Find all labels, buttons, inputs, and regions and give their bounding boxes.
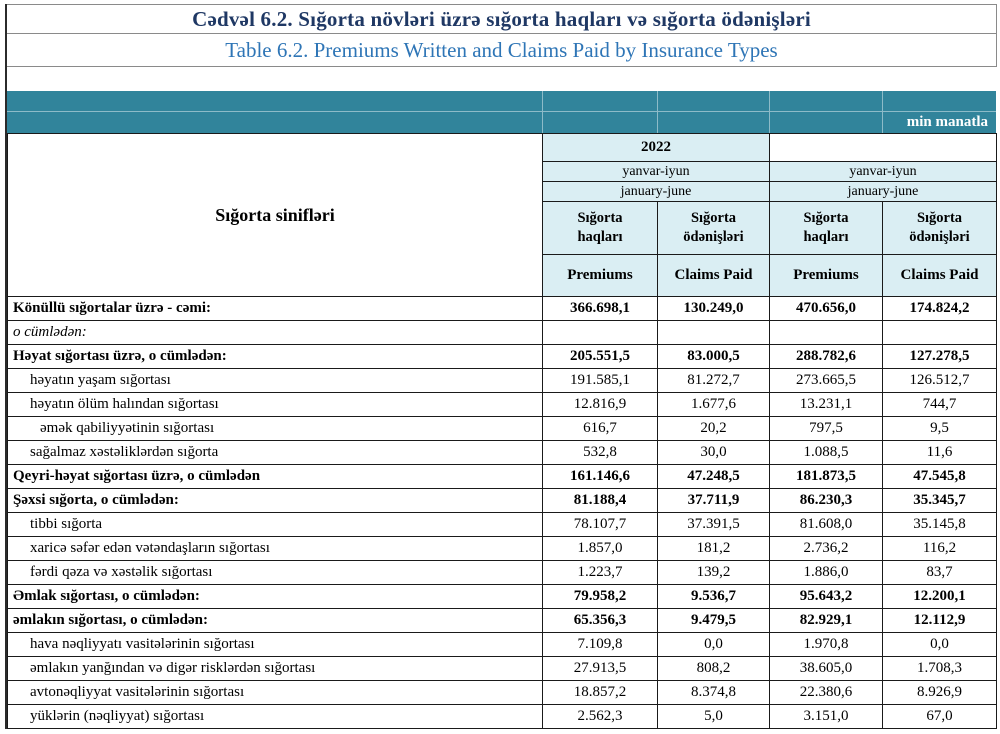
table-row <box>8 297 997 321</box>
row-label: Şəxsi sığorta, o cümlədən: <box>8 489 543 513</box>
row-value: 35.345,7 <box>883 489 997 513</box>
row-label: əmək qabiliyyətinin sığortası <box>8 417 543 441</box>
table-row <box>8 489 997 513</box>
teal-band-row <box>7 91 996 112</box>
table-row <box>8 537 997 561</box>
row-label: sağalmaz xəstəliklərdən sığorta <box>8 441 543 465</box>
row-label: həyatın yaşam sığortası <box>8 369 543 393</box>
row-value: 37.711,9 <box>658 489 770 513</box>
column-header-claims-az-left: Sığorta ödənişləri <box>658 202 770 255</box>
row-value: 5,0 <box>658 705 770 729</box>
row-value: 67,0 <box>883 705 997 729</box>
row-value: 79.958,2 <box>543 585 658 609</box>
row-label: hava nəqliyyatı vasitələrinin sığortası <box>8 633 543 657</box>
table-row <box>8 633 997 657</box>
band-cell <box>882 91 996 112</box>
period-en-right: january-june <box>770 182 997 202</box>
column-header-premiums-az-right: Sığorta haqları <box>770 202 883 255</box>
row-value: 174.824,2 <box>883 297 997 321</box>
column-header-premiums-az-left: Sığorta haqları <box>543 202 658 255</box>
row-value: 12.112,9 <box>883 609 997 633</box>
row-value: 47.248,5 <box>658 465 770 489</box>
band-cell <box>7 91 542 112</box>
period-az-right: yanvar-iyun <box>770 162 997 182</box>
row-value: 181,2 <box>658 537 770 561</box>
row-label: fərdi qəza və xəstəlik sığortası <box>8 561 543 585</box>
row-value: 288.782,6 <box>770 345 883 369</box>
row-value: 1.708,3 <box>883 657 997 681</box>
row-value: 9,5 <box>883 417 997 441</box>
row-value: 205.551,5 <box>543 345 658 369</box>
page-title-en: Table 6.2. Premiums Written and Claims Paid by Insurance Types <box>7 34 996 67</box>
row-value: 11,6 <box>883 441 997 465</box>
row-value: 83,7 <box>883 561 997 585</box>
table-row <box>8 441 997 465</box>
row-value: 532,8 <box>543 441 658 465</box>
column-header-claims-az-right: Sığorta ödənişləri <box>883 202 997 255</box>
row-value: 1.970,8 <box>770 633 883 657</box>
table-row <box>8 345 997 369</box>
row-label: əmlakın yanğından və digər risklərdən sığortası <box>8 657 543 681</box>
band-cell <box>657 112 769 133</box>
period-az-left: yanvar-iyun <box>543 162 770 182</box>
row-label: tibbi sığorta <box>8 513 543 537</box>
row-value: 366.698,1 <box>543 297 658 321</box>
row-label: Qeyri-həyat sığortası üzrə, o cümlədən <box>8 465 543 489</box>
row-value: 30,0 <box>658 441 770 465</box>
row-value: 82.929,1 <box>770 609 883 633</box>
row-value: 616,7 <box>543 417 658 441</box>
row-value: 37.391,5 <box>658 513 770 537</box>
row-label: əmlakın sığortası, o cümlədən: <box>8 609 543 633</box>
row-label: yüklərin (nəqliyyat) sığortası <box>8 705 543 729</box>
table-header <box>8 134 997 297</box>
row-value: 47.545,8 <box>883 465 997 489</box>
table-row <box>8 681 997 705</box>
column-header-claims-en-left: Claims Paid <box>658 255 770 297</box>
band-cell <box>769 91 882 112</box>
row-value: 797,5 <box>770 417 883 441</box>
row-value: 161.146,6 <box>543 465 658 489</box>
row-value: 1.857,0 <box>543 537 658 561</box>
row-value: 1.886,0 <box>770 561 883 585</box>
row-value: 8.374,8 <box>658 681 770 705</box>
band-cell <box>542 112 657 133</box>
row-value: 2.736,2 <box>770 537 883 561</box>
row-value: 81.272,7 <box>658 369 770 393</box>
band-cell <box>7 112 542 133</box>
row-value: 8.926,9 <box>883 681 997 705</box>
row-value: 9.479,5 <box>658 609 770 633</box>
row-value: 2.562,3 <box>543 705 658 729</box>
row-label: Həyat sığortası üzrə, o cümlədən: <box>8 345 543 369</box>
table-row <box>8 585 997 609</box>
row-value: 7.109,8 <box>543 633 658 657</box>
table-row <box>8 369 997 393</box>
band-cell <box>882 112 996 133</box>
insurance-table <box>7 133 997 729</box>
table-row <box>8 465 997 489</box>
table-row <box>8 561 997 585</box>
row-value: 0,0 <box>883 633 997 657</box>
table-row <box>8 393 997 417</box>
row-value: 81.188,4 <box>543 489 658 513</box>
row-value: 86.230,3 <box>770 489 883 513</box>
teal-band-row <box>7 112 996 133</box>
row-value: 191.585,1 <box>543 369 658 393</box>
row-value: 1.088,5 <box>770 441 883 465</box>
unit-label: min manatla <box>906 114 988 130</box>
row-value: 83.000,5 <box>658 345 770 369</box>
title-block <box>7 4 997 67</box>
row-value: 13.231,1 <box>770 393 883 417</box>
table-row <box>8 513 997 537</box>
row-value: 35.145,8 <box>883 513 997 537</box>
row-value: 65.356,3 <box>543 609 658 633</box>
row-value: 808,2 <box>658 657 770 681</box>
row-label: avtonəqliyyat vasitələrinin sığortası <box>8 681 543 705</box>
band-cell <box>657 91 769 112</box>
row-value: 81.608,0 <box>770 513 883 537</box>
row-value: 18.857,2 <box>543 681 658 705</box>
row-value: 20,2 <box>658 417 770 441</box>
row-label: xaricə səfər edən vətəndaşların sığortası <box>8 537 543 561</box>
row-value: 22.380,6 <box>770 681 883 705</box>
row-label: həyatın ölüm halından sığortası <box>8 393 543 417</box>
row-label: o cümlədən: <box>8 321 543 345</box>
table-row <box>8 657 997 681</box>
row-value: 470.656,0 <box>770 297 883 321</box>
row-value: 181.873,5 <box>770 465 883 489</box>
table-body <box>8 297 997 729</box>
row-value <box>770 321 883 345</box>
band-cell <box>542 91 657 112</box>
row-value: 1.223,7 <box>543 561 658 585</box>
row-value: 9.536,7 <box>658 585 770 609</box>
page-title-az: Cədvəl 6.2. Sığorta növləri üzrə sığorta haqları və sığorta ödənişləri <box>7 5 996 34</box>
column-header-claims-en-right: Claims Paid <box>883 255 997 297</box>
column-header-premiums-en-left: Premiums <box>543 255 658 297</box>
row-value: 0,0 <box>658 633 770 657</box>
row-value: 1.677,6 <box>658 393 770 417</box>
row-value: 95.643,2 <box>770 585 883 609</box>
row-value: 27.913,5 <box>543 657 658 681</box>
row-value: 12.816,9 <box>543 393 658 417</box>
row-value: 744,7 <box>883 393 997 417</box>
band-cell <box>769 112 882 133</box>
row-value: 130.249,0 <box>658 297 770 321</box>
row-label: Könüllü sığortalar üzrə - cəmi: <box>8 297 543 321</box>
teal-band <box>7 91 996 133</box>
table-row <box>8 321 997 345</box>
table-row <box>8 417 997 441</box>
table-frame <box>5 4 997 729</box>
table-row <box>8 705 997 729</box>
period-en-left: january-june <box>543 182 770 202</box>
spacer <box>7 67 997 91</box>
row-value: 273.665,5 <box>770 369 883 393</box>
year-header-left: 2022 <box>543 134 770 162</box>
column-header-premiums-en-right: Premiums <box>770 255 883 297</box>
year-header-right <box>770 134 997 162</box>
row-value: 12.200,1 <box>883 585 997 609</box>
column-header-insurance-classes: Sığorta sinifləri <box>8 134 543 297</box>
table-row <box>8 609 997 633</box>
row-value: 78.107,7 <box>543 513 658 537</box>
row-value: 126.512,7 <box>883 369 997 393</box>
row-value: 3.151,0 <box>770 705 883 729</box>
row-value: 139,2 <box>658 561 770 585</box>
row-value <box>658 321 770 345</box>
row-value: 127.278,5 <box>883 345 997 369</box>
row-value <box>543 321 658 345</box>
row-value: 38.605,0 <box>770 657 883 681</box>
row-label: Əmlak sığortası, o cümlədən: <box>8 585 543 609</box>
row-value: 116,2 <box>883 537 997 561</box>
row-value <box>883 321 997 345</box>
